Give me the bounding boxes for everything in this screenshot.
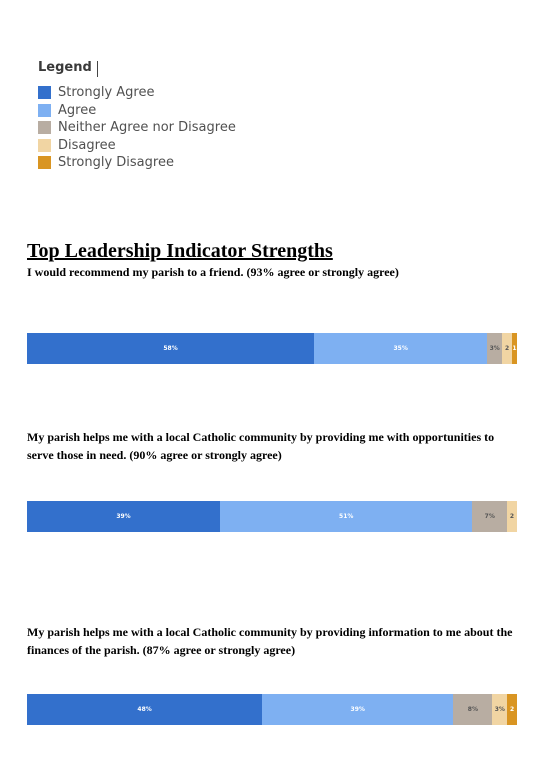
bar-data-label: 39% <box>350 706 365 713</box>
bar-segment-strongly-disagree <box>512 333 517 364</box>
legend-label: Agree <box>58 102 97 118</box>
bar-segment-neither-agree-nor-disagree <box>487 333 502 364</box>
legend-swatch <box>38 86 51 99</box>
bar-segment-neither-agree-nor-disagree <box>472 501 507 532</box>
bar-segment-strongly-agree <box>27 501 220 532</box>
bar-segment-disagree <box>492 694 507 725</box>
bar-segment-agree <box>314 333 487 364</box>
bar-data-label: 48% <box>137 706 152 713</box>
bar-segment-disagree <box>507 501 517 532</box>
legend-list <box>38 84 298 172</box>
bar-segment-strongly-agree <box>27 333 314 364</box>
bar-data-label: 2 <box>509 706 515 713</box>
legend <box>38 58 298 172</box>
bar-data-label: 3% <box>494 706 505 713</box>
legend-item-strongly-disagree <box>38 154 298 172</box>
legend-item-neither <box>38 119 298 137</box>
bar-segment-neither-agree-nor-disagree <box>453 694 492 725</box>
legend-label: Disagree <box>58 137 116 153</box>
stacked-bar-3 <box>27 694 517 725</box>
legend-swatch <box>38 156 51 169</box>
legend-label: Strongly Disagree <box>58 155 174 171</box>
bar-data-label: 3% <box>489 345 500 352</box>
legend-swatch <box>38 104 51 117</box>
question-3: My parish helps me with a local Catholic community by providing information to me about the finances of the parish. (87% agree or strongly agree) <box>27 625 513 657</box>
bar-data-label: 39% <box>116 513 131 520</box>
bar-segment-strongly-disagree <box>507 694 517 725</box>
bar-data-label: 2 <box>509 513 515 520</box>
bar-data-label: 51% <box>339 513 354 520</box>
bar-segment-disagree <box>502 333 512 364</box>
legend-item-disagree <box>38 137 298 155</box>
legend-item-strongly-agree <box>38 84 298 102</box>
question-2: My parish helps me with a local Catholic community by providing me with opportunities to serve those in need. (90% agree or strongly agree) <box>27 430 495 462</box>
bar-data-label: 1 <box>512 345 517 352</box>
bar-segment-agree <box>220 501 472 532</box>
stacked-bar-2 <box>27 501 517 532</box>
legend-swatch <box>38 139 51 152</box>
bar-data-label: 35% <box>393 345 408 352</box>
legend-swatch <box>38 121 51 134</box>
legend-item-agree <box>38 102 298 120</box>
legend-label: Neither Agree nor Disagree <box>58 120 236 136</box>
stacked-bar-1 <box>27 333 517 364</box>
bar-data-label: 2 <box>504 345 510 352</box>
bar-data-label: 7% <box>484 513 495 520</box>
question-1: I would recommend my parish to a friend. (93% agree or strongly agree) <box>27 265 399 279</box>
bar-data-label: 8% <box>467 706 478 713</box>
bar-data-label: 58% <box>163 345 178 352</box>
bar-segment-agree <box>262 694 453 725</box>
legend-title: Legend <box>38 60 92 75</box>
legend-label: Strongly Agree <box>58 85 155 101</box>
bar-segment-strongly-agree <box>27 694 262 725</box>
section-title: Top Leadership Indicator Strengths <box>27 240 333 262</box>
